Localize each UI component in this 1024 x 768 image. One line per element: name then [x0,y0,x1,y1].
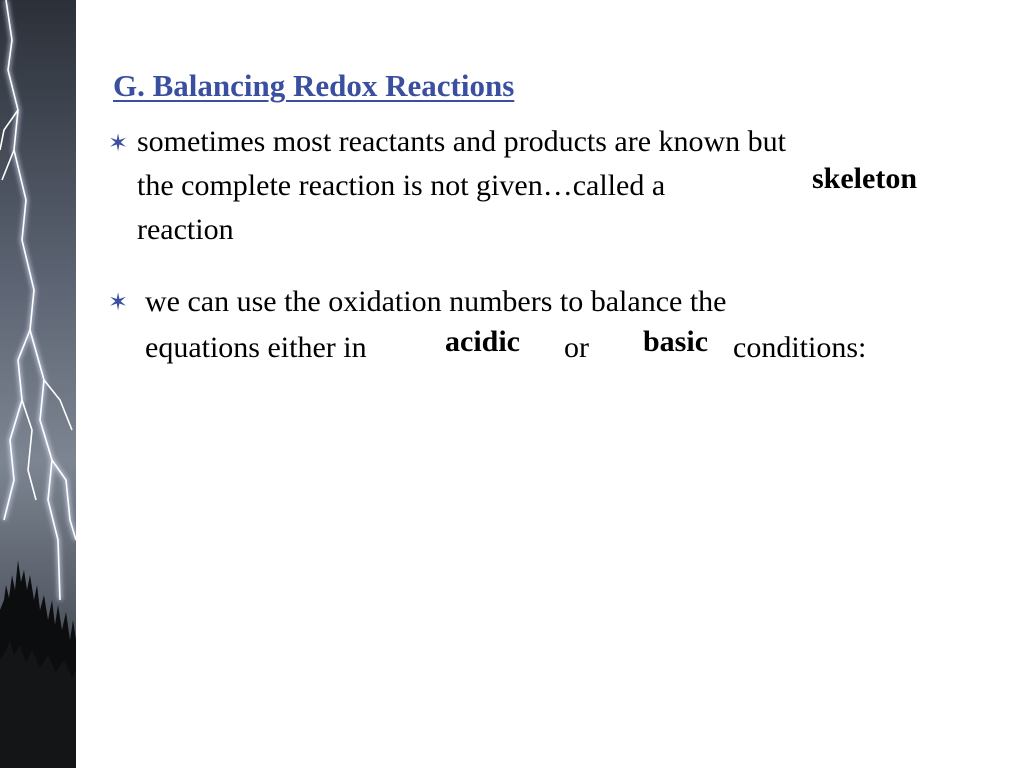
bullet-2-line-2: equations either in [145,331,367,364]
bullet-1-line-2: the complete reaction is not given…called a [137,169,666,202]
bullet-2-text [145,280,1005,380]
bullet-2-or: or [564,331,589,364]
bullet-2-line-1: we can use the oxidation numbers to balance the [145,285,727,318]
bullet-1-line-1: sometimes most reactants and products are known but [137,125,787,158]
bullet-star-icon: ✶ [108,129,129,157]
bullet-1-line-3: reaction [137,213,234,246]
emphasis-basic: basic [643,325,709,358]
bullet-star-icon: ✶ [108,288,129,316]
lightning-photo-strip [0,0,76,768]
lightning-image [0,0,76,768]
bullet-2-conditions: conditions: [733,331,867,364]
slide-title: G. Balancing Redox Reactions [113,68,515,103]
emphasis-skeleton: skeleton [812,162,917,195]
emphasis-acidic: acidic [445,325,520,358]
